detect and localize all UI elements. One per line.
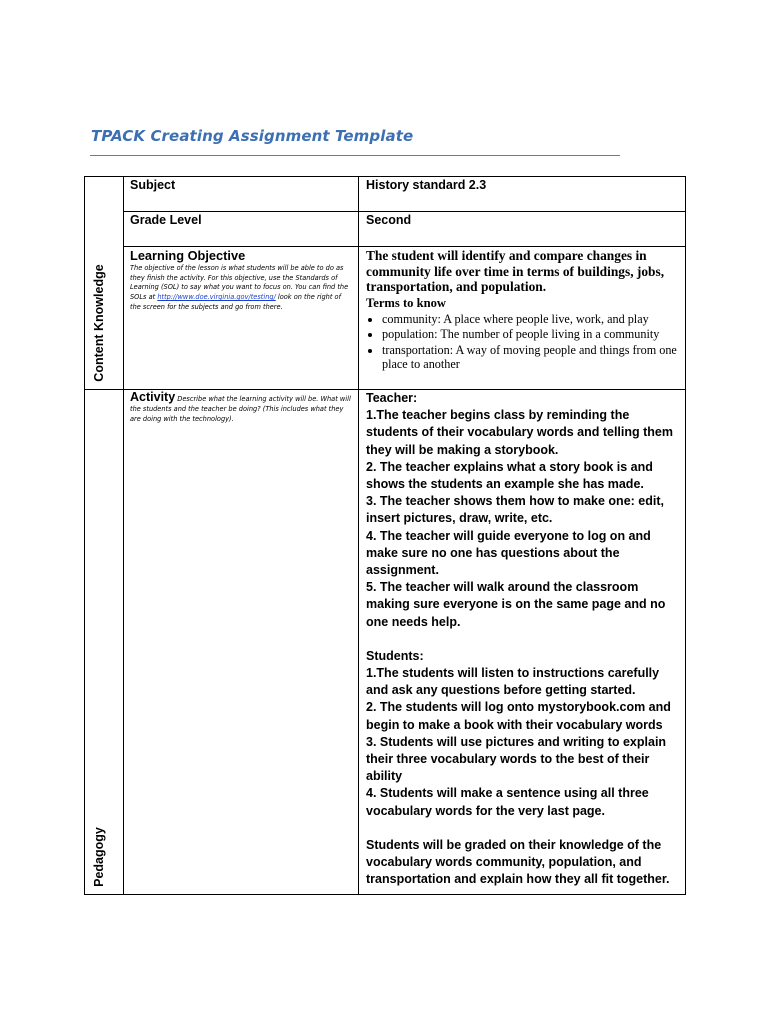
students-heading: Students: (366, 648, 424, 663)
terms-heading: Terms to know (366, 295, 447, 310)
row-divider (123, 211, 686, 212)
pedagogy-label: Pedagogy (92, 827, 106, 887)
sol-link[interactable]: http://www.doe.virginia.gov/testing/ (157, 293, 276, 302)
list-item: 4. Students will make a sentence using all three vocabulary words for the very last page. (366, 786, 649, 818)
objective-statement: The student will identify and compare changes in community life over time in terms of buildings, jobs, transportation, and population. (366, 248, 665, 295)
objective-note-text-end: look on the right of the screen for the subjects and go from there. (130, 293, 341, 311)
table-border-top (84, 176, 686, 177)
objective-note-text: The objective of the lesson is what students will be able to do as they finish the activity. For this objective, use the Standards of Learning (SOL) to say what you want to focus on. You can find the SOLs at (130, 264, 349, 302)
grading-statement: Students will be graded on their knowledge of the vocabulary words community, population, and transportation and explain how they all fit together. (366, 837, 670, 887)
objective-note (130, 264, 352, 313)
table-border-left (84, 176, 85, 895)
objective-content (366, 248, 682, 371)
grade-label: Grade Level (130, 213, 202, 227)
grade-value: Second (366, 213, 412, 227)
table-border-right (685, 176, 686, 895)
activity-note-text: Describe what the learning activity will be. What will the students and the teacher be doing? (This includes what they are doing with the technology). (130, 395, 351, 423)
table-border-bottom (84, 894, 686, 895)
list-item: 5. The teacher will walk around the classroom making sure everyone is on the same page and no one needs help. (366, 580, 666, 629)
terms-list (366, 312, 682, 372)
content-knowledge-label: Content Knowledge (92, 264, 106, 382)
activity-content (366, 390, 682, 888)
column-divider (358, 176, 359, 895)
list-item: • population: The number of people living in a community (382, 327, 682, 341)
document-title: TPACK Creating Assignment Template (91, 127, 414, 145)
list-item: 3. The teacher shows them how to make one: edit, insert pictures, draw, write, etc. (366, 494, 664, 526)
objective-cell (130, 248, 352, 313)
list-item: • transportation: A way of moving people and things from one place to another (382, 343, 682, 372)
teacher-heading: Teacher: (366, 391, 418, 405)
subject-label: Subject (130, 178, 176, 192)
subject-value: History standard 2.3 (366, 178, 487, 192)
list-item: 2. The students will log onto mystorybook.com and begin to make a book with their vocabulary words (366, 700, 671, 732)
list-item: 1.The teacher begins class by reminding the students of their vocabulary words and telling them they will be making a storybook. (366, 408, 673, 457)
list-item: 1.The students will listen to instructions carefully and ask any questions before getting started. (366, 666, 660, 698)
activity-note (130, 392, 354, 424)
column-divider (123, 176, 124, 895)
objective-label: Learning Objective (130, 248, 246, 263)
list-item: 4. The teacher will guide everyone to log on and make sure no one has questions about the assignment. (366, 528, 651, 578)
activity-cell (130, 392, 354, 424)
list-item: • community: A place where people live, work, and play (382, 312, 682, 326)
row-divider (123, 246, 686, 247)
list-item: 3. Students will use pictures and writing to explain their three vocabulary words to the best of their ability (366, 734, 667, 784)
title-underline (90, 155, 620, 156)
activity-label: Activity (130, 390, 176, 404)
list-item: 2. The teacher explains what a story book is and shows the students an example she has made. (366, 459, 653, 492)
